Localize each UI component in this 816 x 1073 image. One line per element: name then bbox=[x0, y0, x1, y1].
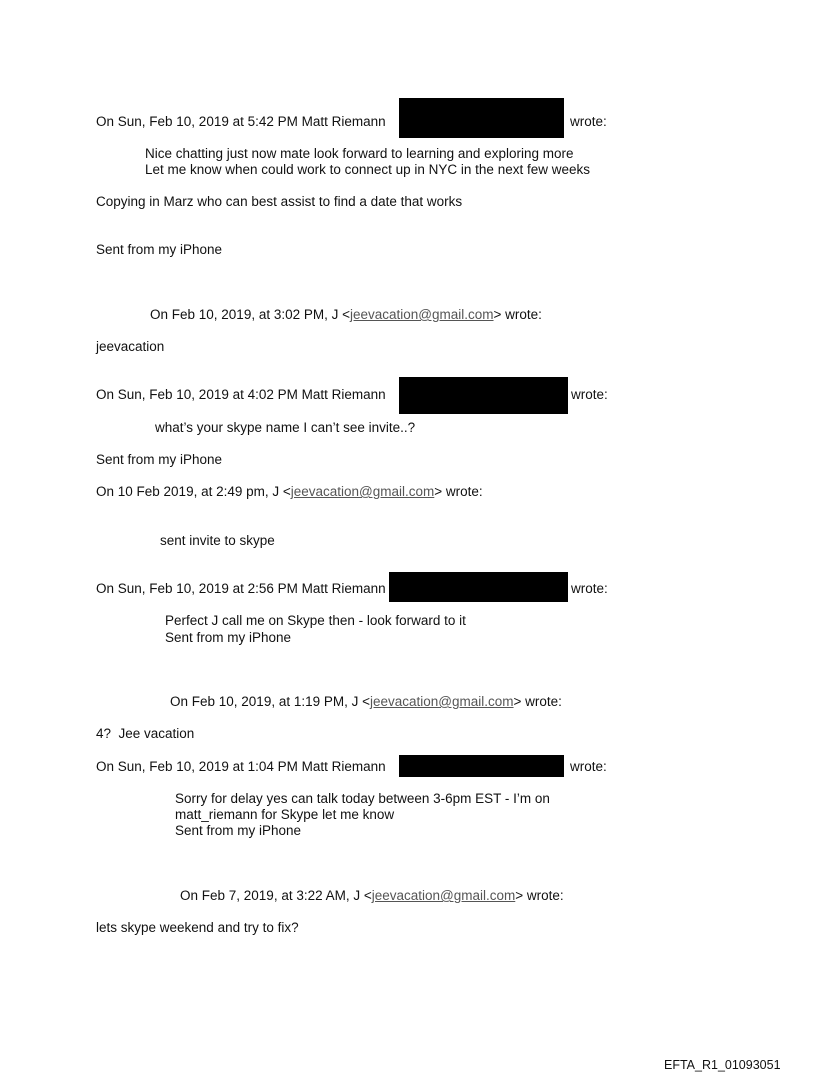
message-body-line: Sent from my iPhone bbox=[175, 823, 302, 838]
email-link[interactable]: jeevacation@gmail.com bbox=[371, 888, 516, 903]
header-wrote: wrote: bbox=[571, 387, 608, 402]
redaction-box bbox=[399, 98, 564, 138]
message-body-line: Sent from my iPhone bbox=[165, 630, 292, 645]
email-link[interactable]: jeevacation@gmail.com bbox=[370, 694, 514, 709]
header-wrote: wrote: bbox=[570, 759, 607, 774]
header-text: On 10 Feb 2019, at 2:49 pm, J < bbox=[96, 484, 291, 499]
email-header bbox=[150, 307, 542, 323]
redaction-box bbox=[399, 377, 568, 414]
signature: Sent from my iPhone bbox=[96, 452, 223, 467]
redaction-box bbox=[389, 572, 568, 602]
header-text: On Sun, Feb 10, 2019 at 5:42 PM Matt Riemann bbox=[96, 114, 386, 129]
signature: Sent from my iPhone bbox=[96, 242, 223, 257]
email-link[interactable]: jeevacation@gmail.com bbox=[290, 484, 435, 499]
email-header bbox=[96, 581, 386, 597]
header-wrote: wrote: bbox=[571, 581, 608, 596]
header-text: On Sun, Feb 10, 2019 at 4:02 PM Matt Riemann bbox=[96, 387, 386, 402]
message-body-line: lets skype weekend and try to fix? bbox=[96, 920, 299, 935]
email-header bbox=[96, 484, 483, 500]
header-wrote: > wrote: bbox=[515, 888, 564, 903]
message-body-line: 4? Jee vacation bbox=[96, 726, 195, 741]
email-link[interactable]: jeevacation@gmail.com bbox=[350, 307, 494, 322]
message-body-line: sent invite to skype bbox=[160, 533, 275, 548]
redaction-box bbox=[399, 755, 564, 777]
header-wrote: wrote: bbox=[570, 114, 607, 129]
document-id: EFTA_R1_01093051 bbox=[664, 1058, 781, 1072]
email-header bbox=[96, 387, 386, 403]
header-wrote: > wrote: bbox=[493, 307, 542, 322]
email-header bbox=[96, 114, 386, 130]
email-header bbox=[170, 694, 562, 710]
header-text: On Feb 10, 2019, at 1:19 PM, J < bbox=[170, 694, 370, 709]
header-wrote: > wrote: bbox=[513, 694, 562, 709]
message-body-line: what’s your skype name I can’t see invite..? bbox=[155, 420, 416, 435]
message-body-line: jeevacation bbox=[96, 339, 165, 354]
header-text: On Feb 10, 2019, at 3:02 PM, J < bbox=[150, 307, 350, 322]
email-header bbox=[180, 888, 564, 904]
message-body-line: Copying in Marz who can best assist to find a date that works bbox=[96, 194, 463, 209]
message-body-line: Sorry for delay yes can talk today between 3-6pm EST - I’m on bbox=[175, 791, 550, 806]
message-body-line: Nice chatting just now mate look forward to learning and exploring more bbox=[145, 146, 574, 161]
header-wrote: > wrote: bbox=[434, 484, 483, 499]
message-body-line: Let me know when could work to connect up in NYC in the next few weeks bbox=[145, 162, 590, 177]
message-body-line: Perfect J call me on Skype then - look forward to it bbox=[165, 613, 466, 628]
header-text: On Sun, Feb 10, 2019 at 1:04 PM Matt Riemann bbox=[96, 759, 386, 774]
message-body-line: matt_riemann for Skype let me know bbox=[175, 807, 395, 822]
email-header bbox=[96, 759, 386, 775]
header-text: On Sun, Feb 10, 2019 at 2:56 PM Matt Riemann bbox=[96, 581, 386, 596]
header-text: On Feb 7, 2019, at 3:22 AM, J < bbox=[180, 888, 372, 903]
